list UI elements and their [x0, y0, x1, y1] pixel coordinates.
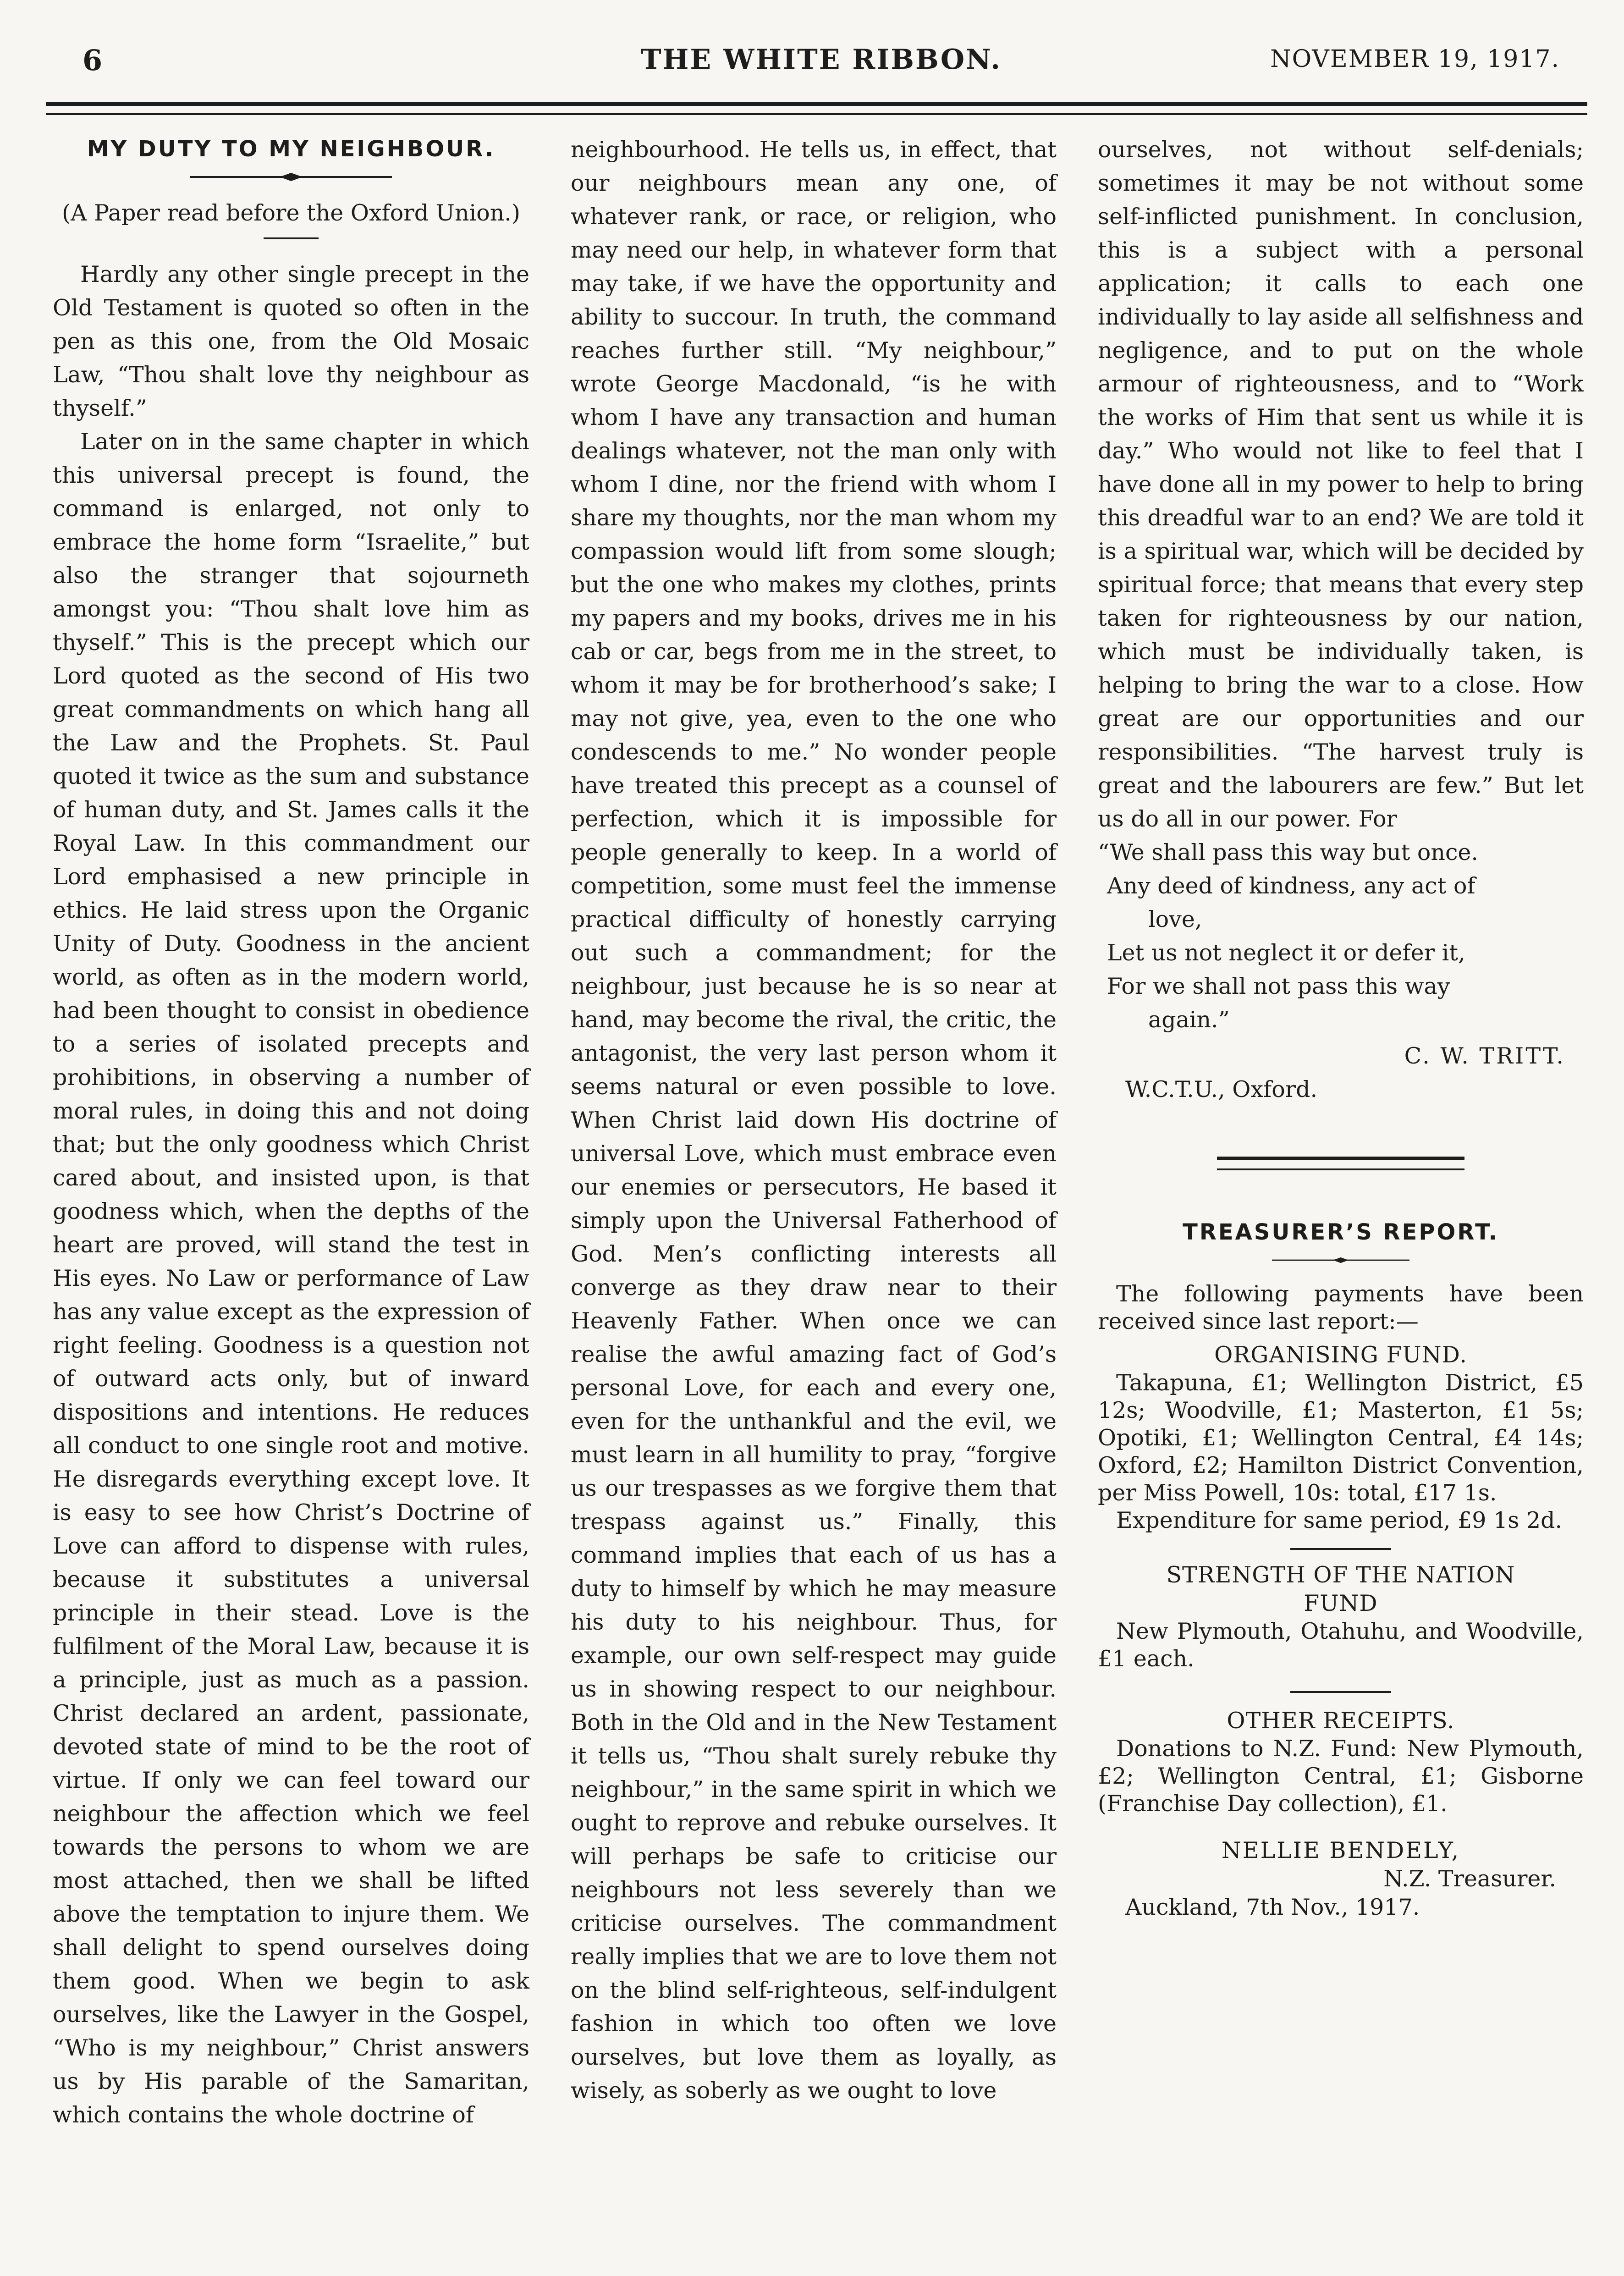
- expenditure-line: Expenditure for same period, £9 1s 2d.: [1116, 1507, 1563, 1533]
- poem-line: Any deed of kindness, any act of: [1107, 873, 1475, 899]
- column-1: [53, 133, 529, 2132]
- column-2: [571, 133, 1057, 2107]
- organising-fund-heading: ORGANISING FUND.: [1214, 1342, 1467, 1368]
- strength-fund-heading-line: STRENGTH OF THE NATION: [1166, 1562, 1515, 1588]
- poem-line: Let us not neglect it or defer it,: [1107, 940, 1465, 966]
- report-place-date: Auckland, 7th Nov., 1917.: [1125, 1894, 1420, 1920]
- divider-rule: [1290, 1548, 1391, 1550]
- author-organisation: W.C.T.U., Oxford.: [1125, 1076, 1318, 1102]
- strength-fund-heading: [1098, 1561, 1584, 1618]
- treasurer-intro: The following payments have been received since last report:—: [1098, 1281, 1584, 1334]
- poem-line: love,: [1148, 906, 1202, 932]
- other-receipts-list: Donations to N.Z. Fund: New Plymouth, £2; Wellington Central, £1; Gisborne (Franchise Day collection), £1.: [1098, 1736, 1584, 1817]
- poem-line: “We shall pass this way but once.: [1098, 839, 1478, 865]
- column-3: [1098, 133, 1584, 1922]
- page-number: 6: [83, 44, 103, 77]
- page-header: [83, 44, 1560, 85]
- issue-date: NOVEMBER 19, 1917.: [1270, 45, 1560, 73]
- poem-line: For we shall not pass this way: [1107, 973, 1450, 999]
- section-divider: [1217, 1157, 1464, 1170]
- ornament-rule: [1272, 1256, 1409, 1265]
- article-author: C. W. TRITT.: [1404, 1043, 1565, 1069]
- divider-rule: [264, 237, 319, 239]
- article-paragraph-continued: neighbourhood. He tells us, in effect, that our neighbours mean any one, of whatever rank, or race, or religion, who may need our help, in whatever form that may take, if we have the opportunity and ability to succour. In truth, the command reaches further still. “My neighbour,” wrote George Macdonald, “is he with whom I have any transaction and human dealings whatever, not the man only with whom I dine, nor the friend with whom I share my thoughts, nor the man whom my compassion would lift from some slough; but the one who makes my clothes, prints my papers and my books, drives me in his cab or car, begs from me in the street, to whom it may be for brotherhood’s sake; I may not give, yea, even to the one who condescends to me.” No wonder people have treated this precept as a counsel of perfection, which it is impossible for people generally to keep. In a world of competition, some must feel the immense practical difficulty of honestly carrying out such a commandment; for the neighbour, just because he is so near at hand, may become the rival, the critic, the antagonist, the very last person whom it seems natural or even possible to love. When Christ laid down His doctrine of universal Love, which must embrace even our enemies or persecutors, He based it simply upon the Universal Fatherhood of God. Men’s conflicting interests all converge as they draw near to their Heavenly Father. When once we can realise the awful amazing fact of God’s personal Love, for each and every one, even for the unthankful and the evil, we must learn in all humility to pray, “forgive us our trespasses as we forgive them that trespass against us.” Finally, this command implies that each of us has a duty to himself by which he may measure his duty to his neighbour. Thus, for example, our own self-respect may guide us in showing respect to our neighbour. Both in the Old and in the New Testament it tells us, “Thou shalt surely rebuke thy neighbour,” in the same spirit in which we ought to reprove and rebuke ourselves. It will perhaps be safe to criticise our neighbours not less severely than we criticise ourselves. The commandment really implies that we are to love them not on the blind self-righteous, self-indulgent fashion in which too often we love ourselves, but love them as loyally, as wisely, as soberly as we ought to love: [571, 137, 1057, 2104]
- treasurer-report-title: TREASURER’S REPORT.: [1183, 1219, 1499, 1245]
- article-paragraph-continued: ourselves, not without self-denials; sometimes it may be not without some self-inflicted punishment. In conclusion, this is a subject with a personal application; it calls to each one individually to lay aside all selfishness and negligence, and to put on the whole armour of righteousness, and to “Work the works of Him that sent us while it is day.” Who would not like to feel that I have done all in my power to help to bring this dreadful war to an end? We are told it is a spiritual war, which will be decided by spiritual force; that means that every step taken for righteousness by our nation, which must be individually taken, is helping to bring the war to a close. How great are our opportunities and our responsibilities. “The harvest truly is great and the labourers are few.” But let us do all in our power. For: [1098, 137, 1584, 832]
- article-subtitle: (A Paper read before the Oxford Union.): [62, 200, 520, 226]
- closing-poem: [1098, 836, 1584, 1036]
- divider-rule: [1290, 1691, 1391, 1693]
- article-title: MY DUTY TO MY NEIGHBOUR.: [87, 136, 495, 162]
- article-paragraph: Hardly any other single precept in the Old Testament is quoted so often in the pen as this one, from the Old Mosaic Law, “Thou shalt love thy neighbour as thyself.”: [53, 261, 529, 421]
- publication-title: THE WHITE RIBBON.: [641, 44, 1002, 76]
- header-rule: [46, 102, 1587, 115]
- organising-fund-list: Takapuna, £1; Wellington District, £5 12s; Woodville, £1; Masterton, £1 5s; Opotiki, £1; Wellington Central, £4 14s; Oxford, £2; Hamilton District Convention, per Miss Powell, 10s: total, £17 1s.: [1098, 1370, 1584, 1506]
- strength-fund-list: New Plymouth, Otahuhu, and Woodville, £1 each.: [1098, 1618, 1584, 1672]
- poem-line: again.”: [1148, 1007, 1230, 1033]
- article-paragraph: Later on in the same chapter in which this universal precept is found, the command is enlarged, not only to embrace the home form “Israelite,” but also the stranger that sojourneth amongst you: “Thou shalt love him as thyself.” This is the precept which our Lord quoted as the second of His two great commandments on which hang all the Law and the Prophets. St. Paul quoted it twice as the sum and substance of human duty, and St. James calls it the Royal Law. In this commandment our Lord emphasised a new principle in ethics. He laid stress upon the Organic Unity of Duty. Goodness in the ancient world, as often as in the modern world, had been thought to consist in obedience to a series of isolated precepts and prohibitions, in observing a number of moral rules, in doing this and not doing that; but the only goodness which Christ cared about, and insisted upon, is that goodness which, when the depths of the heart are proved, will stand the test in His eyes. No Law or performance of Law has any value except as the expression of right feeling. Goodness is a question not of outward acts only, but of inward dispositions and intentions. He reduces all conduct to one single root and motive. He disregards everything except love. It is easy to see how Christ’s Doctrine of Love can afford to dispense with rules, because it substitutes a universal principle in their stead. Love is the fulfilment of the Moral Law, because it is a principle, just as much as a passion. Christ declared an ardent, passionate, devoted state of mind to be the root of virtue. If only we can feel toward our neighbour the affection which we feel towards the persons to whom we are most attached, then we shall be lifted above the temptation to injure them. We shall delight to spend ourselves doing them good. When we begin to ask ourselves, like the Lawyer in the Gospel, “Who is my neighbour,” Christ answers us by His parable of the Samaritan, which contains the whole doctrine of: [53, 429, 529, 2128]
- treasurer-name: NELLIE BENDELY,: [1221, 1837, 1460, 1863]
- strength-fund-heading-line: FUND: [1304, 1590, 1378, 1616]
- ornament-rule: [190, 172, 392, 182]
- treasurer-title: N.Z. Treasurer.: [1383, 1866, 1556, 1892]
- other-receipts-heading: OTHER RECEIPTS.: [1227, 1708, 1455, 1734]
